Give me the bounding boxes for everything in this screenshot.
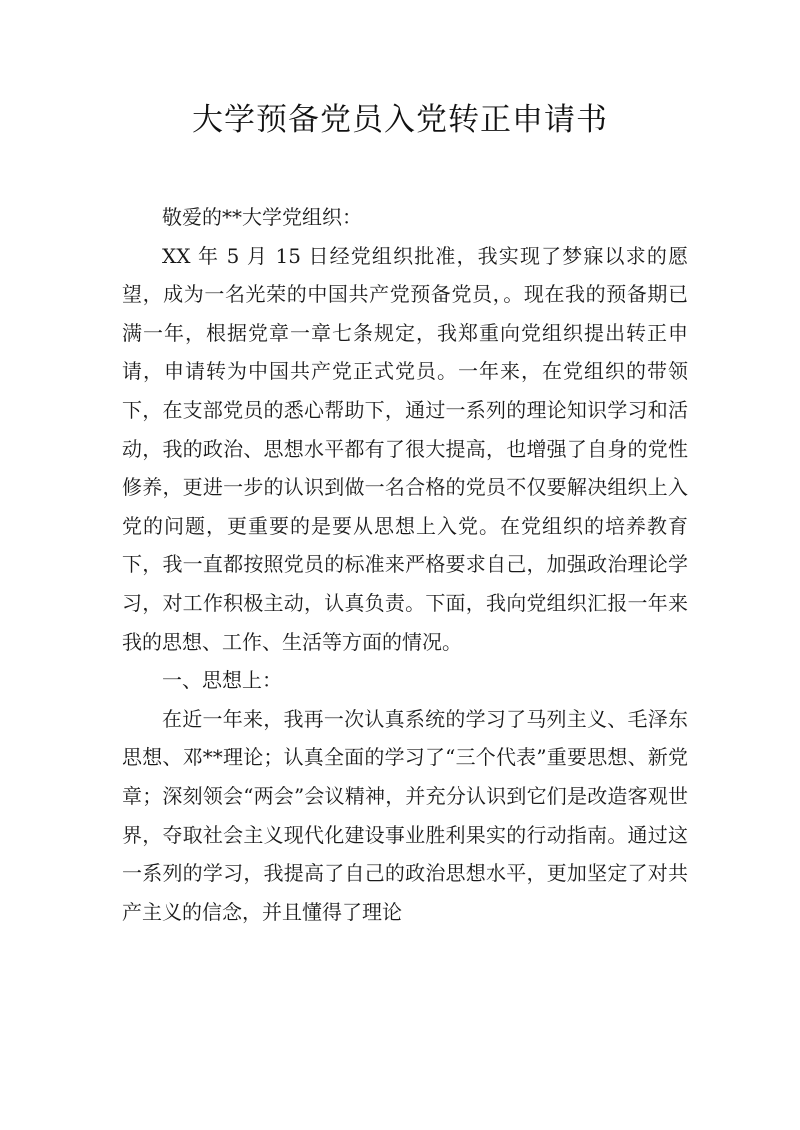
salutation: 敬爱的**大学党组织：	[162, 205, 362, 229]
paragraph-1: XX 年 5 月 15 日经党组织批准，我实现了梦寐以求的愿望，成为一名光荣的中国共产党预备党员，。现在我的预备期已满一年，根据党章一章七条规定，我郑重向党组织提出转正申请，申请转为中国共产党正式党员。一年来，在党组织的带领下，在支部党员的悉心帮助下，通过一系列的理论知识学习和活动，我的政治、思想水平都有了很大提高，也增强了自身的党性修养，更进一步的认识到做一名合格的党员不仅要解决组织上入党的问题，更重要的是要从思想上入党。在党组织的培养教育下，我一直都按照党员的标准来严格要求自己，加强政治理论学习，对工作积极主动，认真负责。下面，我向党组织汇报一年来我的思想、工作、生活等方面的情况。	[122, 243, 688, 654]
document-body	[122, 198, 688, 931]
section-heading: 一、思想上：	[162, 668, 282, 693]
document-title: 大学预备党员入党转正申请书	[192, 102, 608, 138]
paragraph-2: 在近一年来，我再一次认真系统的学习了马列主义、毛泽东思想、邓**理论；认真全面的学习了“三个代表”重要思想、新党章；深刻领会“两会”会议精神，并充分认识到它们是改造客观世界，夺取社会主义现代化建设事业胜利果实的行动指南。通过这一系列的学习，我提高了自己的政治思想水平，更加坚定了对共产主义的信念，并且懂得了理论	[122, 706, 688, 924]
